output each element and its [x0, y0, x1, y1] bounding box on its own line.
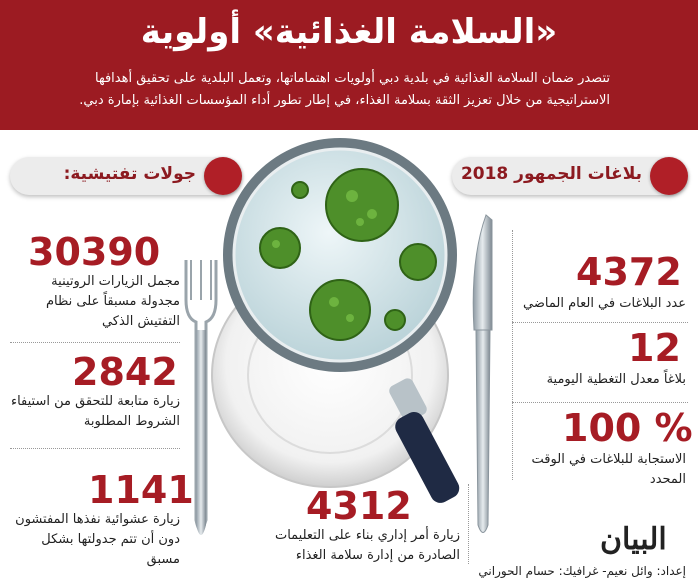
reports-heading: بلاغات الجمهور 2018 — [460, 164, 642, 184]
stat-value: 4372 — [576, 250, 682, 294]
divider — [512, 402, 688, 403]
pill-cap — [650, 157, 688, 195]
inspections-heading: جولات تفتيشية: — [63, 164, 196, 184]
stat-value: 4312 — [306, 484, 412, 528]
stat-description: مجمل الزيارات الروتينية مجدولة مسبقاً على نظام التفتيش الذكي — [46, 274, 180, 329]
stat-description: الاستجابة للبلاغات في الوقت المحدد — [531, 452, 686, 487]
stat-value: 1141 — [88, 468, 194, 512]
intro-paragraph: تتصدر ضمان السلامة الغذائية في بلدية دبي أولويات اهتماماتها، وتعمل البلدية على تحقيق أهدافها الاستراتيجية من خلال تعزيز الثقة بسلامة الغذاء، في إطار تطور أداء المؤسسات الغذائية بإمارة دبي. — [79, 71, 610, 108]
inspections-heading-pill — [10, 157, 242, 195]
stat-description: عدد البلاغات في العام الماضي — [523, 296, 686, 311]
stat-description: زيارة أمر إداري بناء على التعليمات الصادرة من إدارة سلامة الغذاء — [274, 528, 460, 563]
stat-description: زيارة متابعة للتحقق من استيفاء الشروط المطلوبة — [10, 394, 180, 429]
divider — [468, 484, 469, 564]
stat-value: 100 % — [562, 406, 693, 450]
brand-logo: البيان — [600, 522, 667, 557]
stat-value: 12 — [628, 326, 681, 370]
stat-description: بلاغاً معدل التغطية اليومية — [546, 372, 686, 387]
divider — [10, 448, 180, 449]
credits: إعداد: وائل نعيم- غرافيك: حسام الحوراني — [478, 564, 686, 578]
page-title: «السلامة الغذائية» أولوية — [140, 12, 558, 52]
pill-cap — [204, 157, 242, 195]
stat-value: 30390 — [28, 230, 161, 274]
stat-description: زيارة عشوائية نفذها المفتشون دون أن تتم جدولتها بشكل مسبق — [15, 512, 180, 567]
divider — [10, 342, 180, 343]
reports-heading-pill — [452, 157, 688, 195]
divider — [512, 322, 688, 323]
divider — [512, 230, 513, 480]
knife-icon — [473, 215, 492, 533]
stat-value: 2842 — [72, 350, 178, 394]
